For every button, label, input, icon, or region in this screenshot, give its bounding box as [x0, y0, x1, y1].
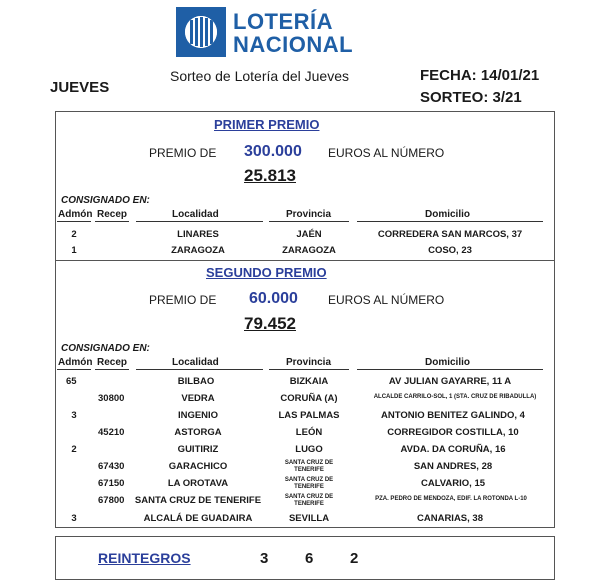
- euros-al-numero-label: EUROS AL NÚMERO: [328, 293, 445, 307]
- table-row-recep: 45210: [98, 427, 125, 438]
- col-underline: [357, 221, 543, 222]
- col-localidad: Localidad: [172, 209, 219, 220]
- table-row-recep: 30800: [98, 393, 125, 404]
- segundo-premio-number: 79.452: [244, 314, 296, 333]
- draw-title: Sorteo de Lotería del Jueves: [170, 68, 350, 84]
- table-row-localidad: LA OROTAVA: [167, 478, 229, 489]
- col-underline: [57, 221, 91, 222]
- table-row-domicilio: SAN ANDRES, 28: [413, 461, 493, 472]
- panel-divider: [55, 260, 554, 261]
- col-underline: [357, 369, 543, 370]
- table-row-provincia: CORUÑA (A): [280, 393, 338, 404]
- table-row-provincia: SANTA CRUZ DE TENERIFE: [284, 494, 334, 507]
- table-row-recep: 67800: [98, 495, 125, 506]
- col-underline: [136, 221, 263, 222]
- table-row-provincia: ZARAGOZA: [282, 245, 336, 256]
- table-row-localidad: VEDRA: [181, 393, 215, 404]
- table-row-localidad: SANTA CRUZ DE TENERIFE: [134, 495, 262, 506]
- reintegros-label: REINTEGROS: [98, 550, 191, 566]
- table-row-provincia: LEÓN: [295, 427, 323, 438]
- table-row-domicilio: COSO, 23: [428, 245, 472, 256]
- draw-date: FECHA: 14/01/21: [420, 67, 540, 84]
- table-row-domicilio: PZA. PEDRO DE MENDOZA, EDIF. LA ROTONDA L-10: [375, 496, 527, 502]
- reintegro-number: 3: [260, 550, 269, 567]
- table-row-localidad: GUITIRIZ: [177, 444, 219, 455]
- col-provincia: Provincia: [286, 357, 332, 368]
- table-row-provincia: SANTA CRUZ DE TENERIFE: [284, 477, 334, 490]
- table-row-localidad: INGENIO: [177, 410, 219, 421]
- table-row-domicilio: ALCALDE CARRILO-SOL, 1 (STA. CRUZ DE RIBADULLA): [373, 394, 537, 400]
- logo-wordmark: LOTERÍA NACIONAL: [233, 9, 354, 57]
- table-row-admon: 3: [71, 513, 77, 524]
- reintegro-number: 2: [350, 550, 359, 567]
- loteria-logo-icon: [176, 7, 226, 57]
- col-recep: Recep: [97, 209, 128, 220]
- table-row-domicilio: AV JULIAN GAYARRE, 11 A: [388, 376, 512, 387]
- col-underline: [95, 221, 129, 222]
- table-row-recep: 67150: [98, 478, 125, 489]
- table-row-domicilio: AVDA. DA CORUÑA, 16: [400, 444, 506, 455]
- col-underline: [136, 369, 263, 370]
- table-row-provincia: JAÉN: [296, 229, 322, 240]
- col-localidad: Localidad: [172, 357, 219, 368]
- col-underline: [95, 369, 129, 370]
- table-row-localidad: ALCALÁ DE GUADAIRA: [143, 513, 253, 524]
- primer-premio-number: 25.813: [244, 166, 296, 185]
- table-row-localidad: BILBAO: [177, 376, 215, 387]
- table-row-localidad: ASTORGA: [174, 427, 222, 438]
- table-row-provincia: SEVILLA: [288, 513, 330, 524]
- table-row-domicilio: CORREDERA SAN MARCOS, 37: [377, 229, 523, 240]
- table-row-admon: 1: [71, 245, 77, 256]
- col-admon: Admón: [58, 209, 93, 220]
- col-provincia: Provincia: [286, 209, 332, 220]
- segundo-premio-title: SEGUNDO PREMIO: [206, 265, 327, 280]
- col-underline: [269, 221, 349, 222]
- primer-premio-amount: 300.000: [244, 143, 302, 160]
- col-admon: Admón: [58, 357, 93, 368]
- col-underline: [269, 369, 349, 370]
- table-row-domicilio: CANARIAS, 38: [417, 513, 483, 524]
- col-domicilio: Domicilio: [425, 209, 471, 220]
- euros-al-numero-label: EUROS AL NÚMERO: [328, 146, 445, 160]
- table-row-domicilio: CORREGIDOR COSTILLA, 10: [387, 427, 519, 438]
- draw-number: SORTEO: 3/21: [420, 89, 522, 106]
- premio-de-label: PREMIO DE: [149, 293, 217, 307]
- table-row-localidad: GARACHICO: [168, 461, 228, 472]
- segundo-premio-amount: 60.000: [249, 290, 298, 307]
- table-row-domicilio: ANTONIO BENITEZ GALINDO, 4: [381, 410, 525, 421]
- table-row-provincia: LAS PALMAS: [278, 410, 340, 421]
- table-row-provincia: BIZKAIA: [289, 376, 329, 387]
- premio-de-label: PREMIO DE: [149, 146, 217, 160]
- table-row-domicilio: CALVARIO, 15: [420, 478, 486, 489]
- draw-day: JUEVES: [50, 79, 110, 96]
- reintegro-number: 6: [305, 550, 314, 567]
- col-recep: Recep: [97, 357, 128, 368]
- table-row-admon: 3: [71, 410, 77, 421]
- table-row-provincia: SANTA CRUZ DE TENERIFE: [284, 460, 334, 473]
- consignado-label: CONSIGNADO EN:: [61, 343, 150, 354]
- col-domicilio: Domicilio: [425, 357, 471, 368]
- table-row-localidad: ZARAGOZA: [171, 245, 225, 256]
- table-row-localidad: LINARES: [177, 229, 219, 240]
- table-row-recep: 67430: [98, 461, 125, 472]
- primer-premio-title: PRIMER PREMIO: [214, 117, 320, 132]
- table-row-admon: 2: [71, 444, 77, 455]
- table-row-admon: 65: [66, 376, 77, 387]
- col-underline: [57, 369, 91, 370]
- consignado-label: CONSIGNADO EN:: [61, 195, 150, 206]
- table-row-provincia: LUGO: [295, 444, 323, 455]
- table-row-admon: 2: [71, 229, 77, 240]
